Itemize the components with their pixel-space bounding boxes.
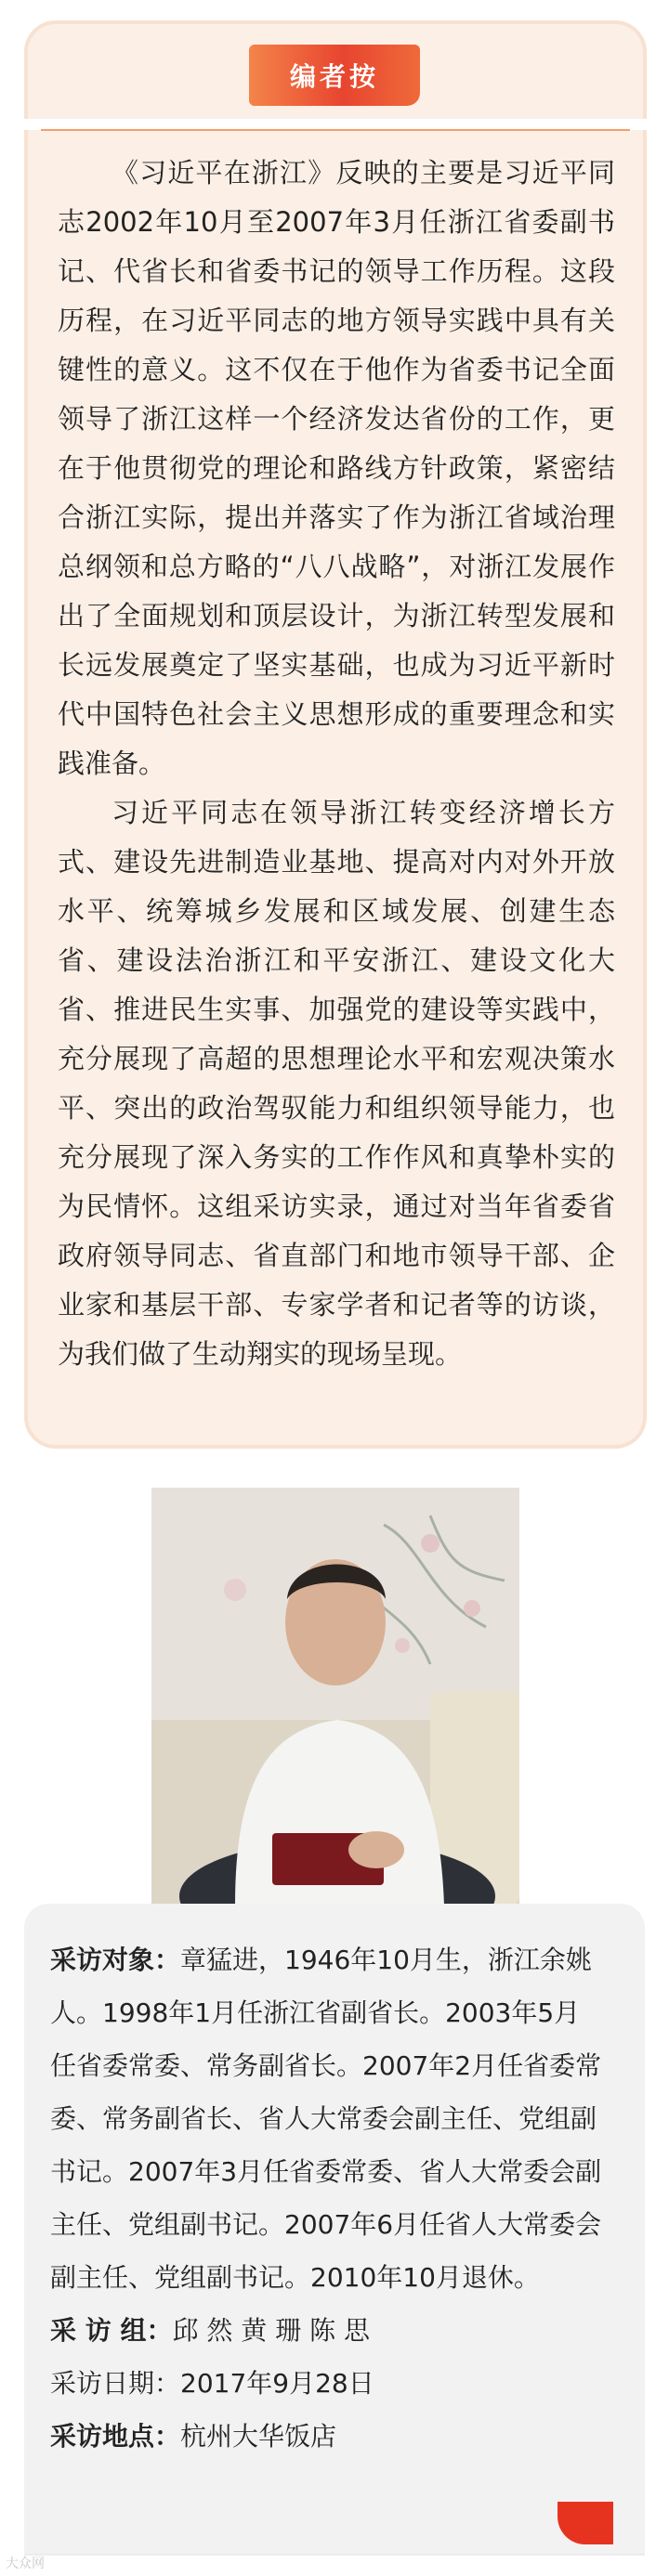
watermark: 大众网 [6,2556,45,2571]
editor-note-paragraph: 习近平同志在领导浙江转变经济增长方式、建设先进制造业基地、提高对内对外开放水平、统筹城乡发展和区域发展、创建生态省、建设法治浙江和平安浙江、建设文化大省、推进民生实事、加强党的建设等实践中，充分展现了高超的思想理论水平和宏观决策水平、突出的政治驾驭能力和组织领导能力，也充分展现了深入务实的工作作风和真挚朴实的为民情怀。这组采访实录，通过对当年省委省政府领导同志、省直部门和地市领导干部、企业家和基层干部、专家学者和记者等的访谈，为我们做了生动翔实的现场呈现。 [58,797,615,1370]
subject-text: 章猛进，1946年10月生，浙江余姚人。1998年1月任浙江省副省长。2003年5月任省委常委、常务副省长。2007年2月任省委常委、常务副省长、省人大常委会副主任、党组副书记。2007年3月任省委常委、省人大常委会副主任、党组副书记。2007年6月任省人大常委会副主任、党组副书记。2010年10月退休。 [50,1945,602,2293]
group-label: 采 访 组： [50,2315,173,2346]
place-label: 采访地点： [50,2421,181,2452]
interview-date [50,2357,606,2410]
interview-info [50,1933,606,2463]
editor-note-badge: 编者按 [249,45,420,106]
editor-note-paragraph: 《习近平在浙江》反映的主要是习近平同志2002年10月至2007年3月任浙江省委副书记、代省长和省委书记的领导工作历程。这段历程，在习近平同志的地方领导实践中具有关键性的意义。这不仅在于他作为省委书记全面领导了浙江这样一个经济发达省份的工作，更在于他贯彻党的理论和路线方针政策，紧密结合浙江实际，提出并落实了作为浙江省域治理总纲领和总方略的“八八战略”，对浙江发展作出了全面规划和顶层设计，为浙江转型发展和长远发展奠定了坚实基础，也成为习近平新时代中国特色社会主义思想形成的重要理念和实践准备。 [58,157,615,779]
date-label: 采访日期： [50,2368,181,2399]
date-text: 2017年9月28日 [180,2368,374,2399]
interview-place [50,2410,606,2463]
editor-note-body [58,149,615,1379]
place-text: 杭州大华饭店 [180,2421,337,2452]
interview-group [50,2304,606,2357]
interviewee-photo [151,1488,519,1906]
photo-illustration [151,1488,519,1906]
group-text: 邱 然 黄 珊 陈 思 [172,2315,371,2346]
subject-label: 采访对象： [50,1945,181,1975]
interview-subject [50,1933,606,2304]
header-divider [41,129,630,131]
